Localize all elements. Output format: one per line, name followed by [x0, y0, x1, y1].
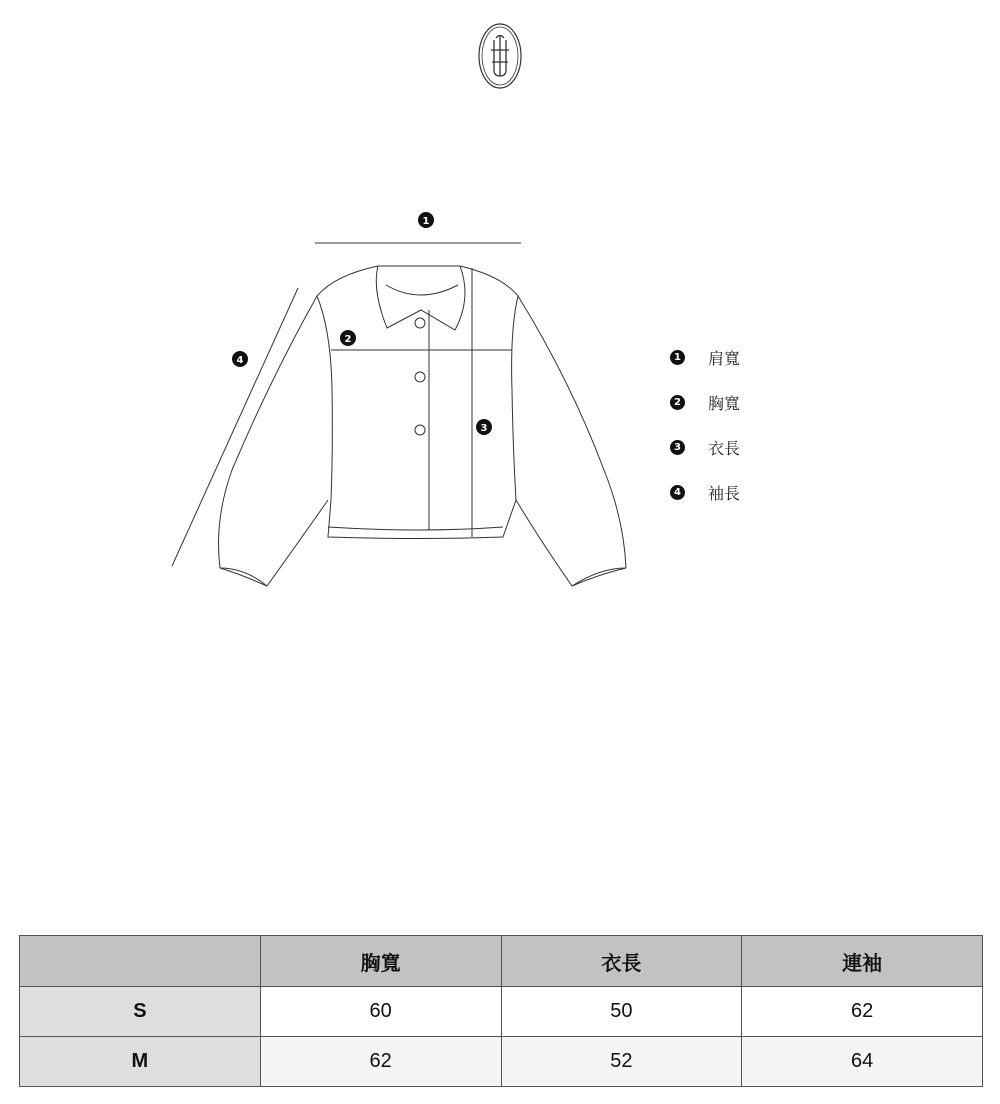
marker-4: 4 — [236, 355, 244, 366]
right-sleeve-outline — [516, 296, 626, 586]
left-sleeve-outline — [219, 296, 329, 586]
table-cell: 50 — [501, 987, 742, 1037]
marker-3: 3 — [480, 423, 488, 434]
marker-1: 1 — [422, 216, 430, 227]
table-row — [20, 1037, 983, 1087]
button — [415, 318, 425, 328]
table-cell: 64 — [742, 1037, 983, 1087]
table-header-cell — [20, 936, 261, 987]
legend-number: 4 — [670, 485, 685, 500]
table-header-cell: 胸寬 — [260, 936, 501, 987]
legend-item-shoulder — [670, 342, 740, 372]
measurement-legend — [670, 342, 740, 523]
table-header-cell: 衣長 — [501, 936, 742, 987]
table-cell: 62 — [260, 1037, 501, 1087]
table-row — [20, 987, 983, 1037]
table-cell: 62 — [742, 987, 983, 1037]
size-label: M — [20, 1037, 261, 1087]
legend-label: 肩寬 — [708, 348, 741, 368]
legend-item-chest — [670, 387, 740, 417]
legend-item-length — [670, 433, 740, 463]
legend-number: 1 — [670, 350, 685, 365]
button — [415, 372, 425, 382]
legend-item-sleeve — [670, 478, 740, 508]
size-chart-table — [19, 935, 983, 1087]
jacket-measurement-diagram — [160, 200, 640, 600]
table-cell: 60 — [260, 987, 501, 1037]
table-header-row — [20, 936, 983, 987]
legend-number: 2 — [670, 395, 685, 410]
legend-number: 3 — [670, 440, 685, 455]
marker-2: 2 — [344, 334, 352, 345]
legend-label: 衣長 — [708, 439, 741, 459]
table-cell: 52 — [501, 1037, 742, 1087]
size-label: S — [20, 987, 261, 1037]
jacket-body-outline — [317, 266, 518, 539]
table-header-cell: 連袖 — [742, 936, 983, 987]
sleeve-length-line — [172, 288, 298, 566]
legend-label: 胸寬 — [708, 393, 741, 413]
legend-label: 袖長 — [708, 484, 741, 504]
brand-logo — [475, 20, 525, 92]
collar-outline — [376, 266, 465, 330]
button — [415, 425, 425, 435]
